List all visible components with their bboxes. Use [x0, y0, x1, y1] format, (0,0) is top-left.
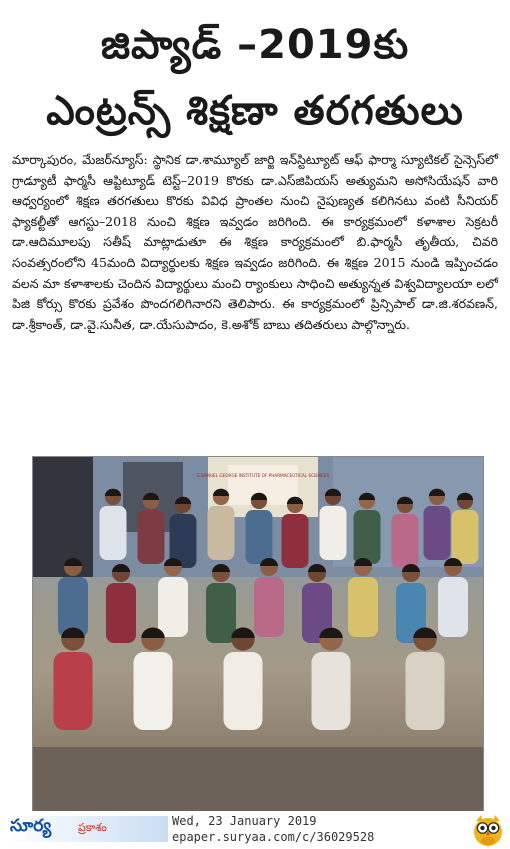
logo-sub-text: ప్రకాశం [78, 821, 107, 834]
headline-line-2: ఎంట్రన్స్ శిక్షణా తరగతులు [46, 88, 464, 134]
logo-main-text: సూర్య [10, 816, 52, 836]
article-body: మార్కాపురం, మేజర్‌న్యూస్: స్థానిక డా.శామ్యూల్ జార్జి ఇన్‌స్టిట్యూట్ ఆఫ్ ఫార్మా స్యూటికల్ సైన్సెస్‌లో గ్రాడ్యూటీ ఫార్మసీ ఆప్టిట్యూడ్ టెస్ట్–2019 కొరకు డా.ఎస్‌జిపియస్ అత్యుమని అసోసియేషన్ వారి ఆధ్వర్యంలో శిక్షణ తరగతులు కొరకు వివిధ ప్రాంతల నుంచి నైపుణ్యత కలిగినటు వంటి సీనియర్ ఫ్యాకల్టీతో ఆగస్టు–2018 నుంచి శిక్షణ ఇవ్వడం జరిగింది. ఈ కార్యక్రమంలో కళాశాల సెక్రటరీ డా.ఆదిమూలపు సతీష్ మాట్లాడుతూ ఈ శిక్షణ కార్యక్రమంలో బి.ఫార్మసీ తృతీయ, చివరి సంవత్సరంలోని 45మంది విద్యార్థులకు శిక్షణ ఇవ్వడం జరిగింది. ఈ శిక్షణ 2015 నుండి ఇప్పించడం వలన మా కళాశాలకు చెందిన విద్యార్థులు మంచి ర్యాంకులు సాధించి అత్యున్నత విశ్వవిద్యాలయా లలో పిజి కోర్సు కొరకు ప్రవేశం పొందగలిగినారని తెలిపారు. ఈ కార్యక్రమంలో ప్రిన్సిపాల్ డా.జి.శరవణన్, డా.శ్రీకాంత్, డా.వై.సునీత, డా.యేసుపాదం, కె.అశోక్ బాబు తదితరులు పాల్గొన్నారు. [12, 152, 498, 332]
photo-person-front [134, 627, 173, 730]
group-photo [32, 456, 484, 812]
footer-date: Wed, 23 January 2019 [172, 814, 317, 828]
headline-line-1: జిప్యాడ్ –2019కు [100, 22, 410, 68]
footer-url[interactable]: epaper.suryaa.com/c/36029528 [172, 830, 375, 844]
page-footer [0, 811, 510, 849]
owl-icon [472, 813, 504, 847]
banner-text: S.SAMUEL GEORGE INSTITUTE OF PHARMACEUTICAL SCIENCES [196, 473, 330, 478]
photo-person-front [54, 627, 93, 730]
newspaper-logo [8, 816, 168, 842]
